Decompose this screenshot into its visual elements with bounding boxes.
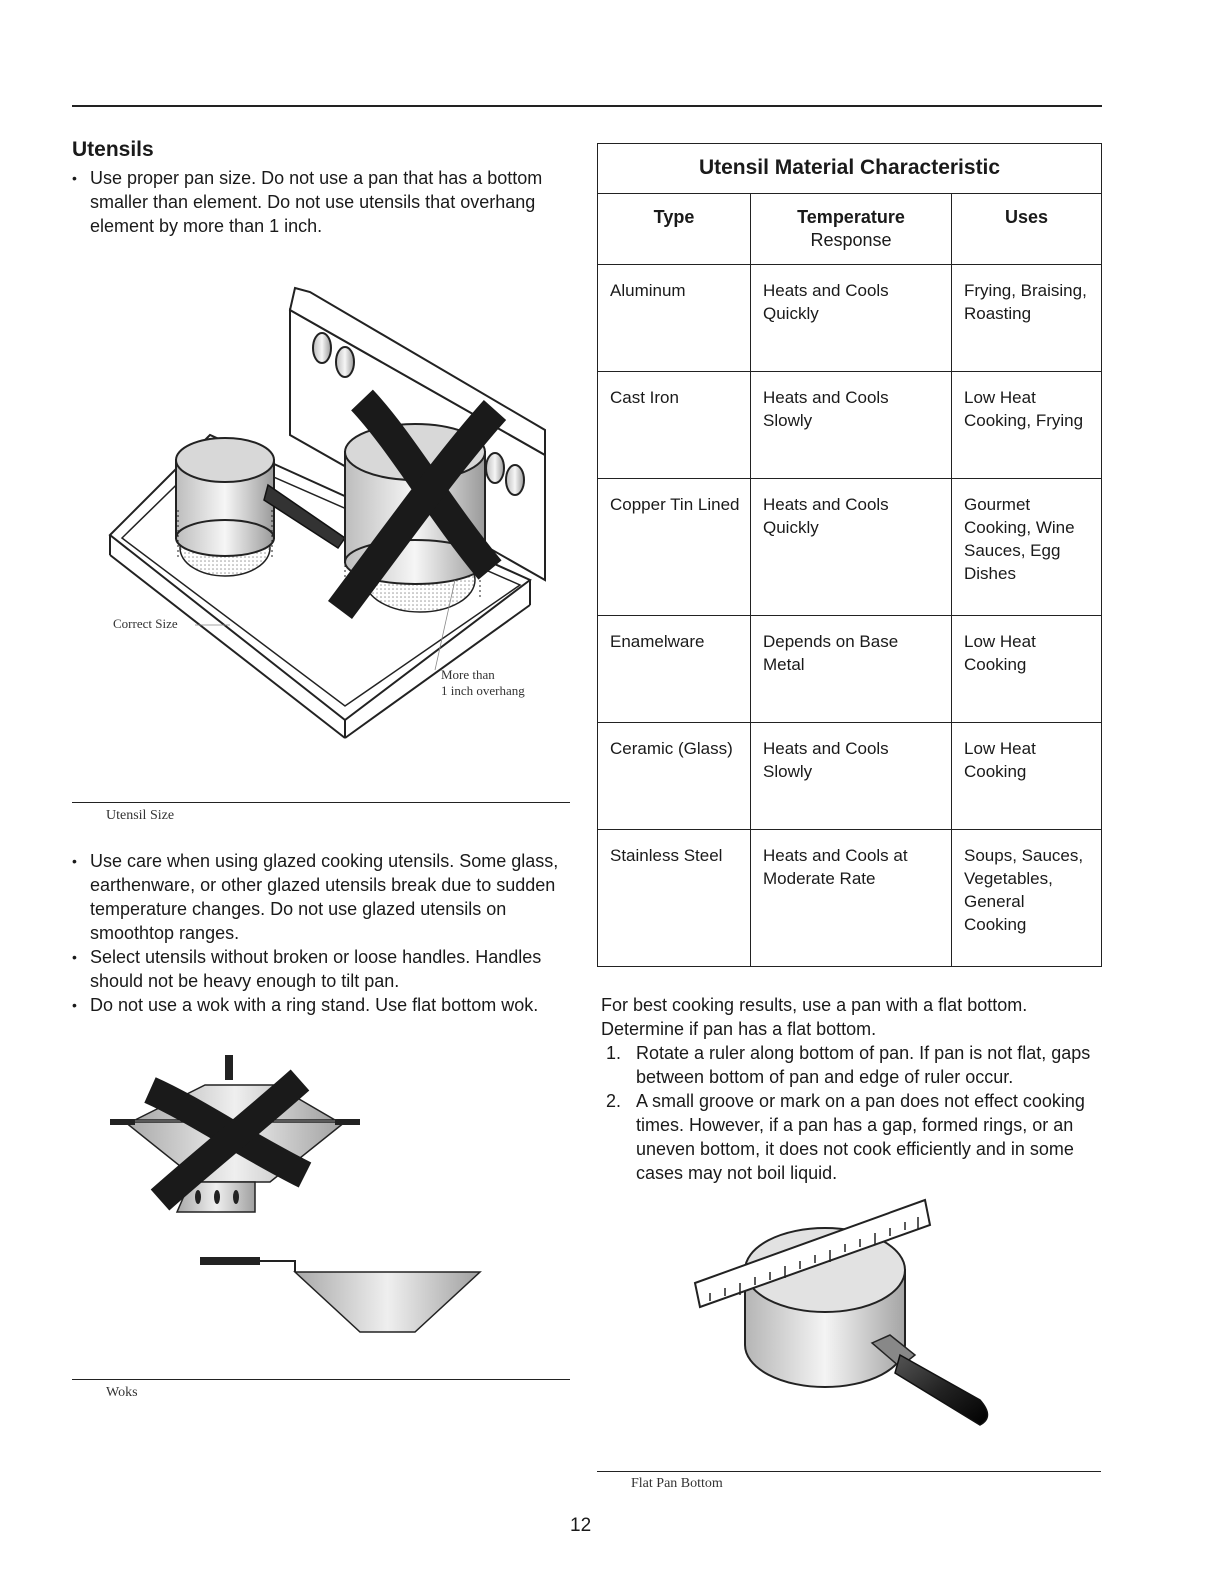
- flat-pan-bottom-illustration: [690, 1195, 1010, 1435]
- cell-uses: Soups, Sauces, Vegetables, General Cooking: [952, 830, 1102, 967]
- step-text: A small groove or mark on a pan does not effect cooking times. However, if a pan has a gap, formed rings, or an uneven bottom, it does not cook efficiently and in some cases may not boil liquid.: [636, 1091, 1085, 1183]
- flat-bottom-intro-2: Determine if pan has a flat bottom.: [601, 1019, 877, 1039]
- table-row: [598, 830, 1102, 967]
- bullet-item: • Do not use a wok with a ring stand. Use flat bottom wok.: [72, 993, 572, 1017]
- caption-rule-flat-pan: [597, 1471, 1101, 1472]
- step-text: Rotate a ruler along bottom of pan. If pan is not flat, gaps between bottom of pan and edge of ruler occur.: [636, 1043, 1091, 1087]
- section-heading: Utensils: [72, 138, 154, 161]
- cell-uses: Gourmet Cooking, Wine Sauces, Egg Dishes: [952, 479, 1102, 616]
- utensil-material-table: [597, 143, 1102, 967]
- woks-illustration: [105, 1050, 485, 1340]
- cell-type: Stainless Steel: [598, 830, 751, 967]
- caption-rule-utensil-size: [72, 802, 570, 803]
- cell-uses: Frying, Braising, Roasting: [952, 265, 1102, 372]
- header-temperature-main: Temperature: [797, 207, 905, 227]
- cell-uses: Low Heat Cooking: [952, 616, 1102, 723]
- label-overhang-line2: 1 inch overhang: [441, 683, 525, 698]
- table-row: [598, 723, 1102, 830]
- cell-temperature: Heats and Cools Quickly: [751, 265, 952, 372]
- caption-flat-pan: Flat Pan Bottom: [631, 1476, 723, 1491]
- cell-temperature: Heats and Cools Slowly: [751, 372, 952, 479]
- cell-temperature: Heats and Cools Quickly: [751, 479, 952, 616]
- header-temperature-sub: Response: [810, 230, 892, 250]
- step-number: 2.: [606, 1091, 622, 1111]
- caption-woks: Woks: [106, 1385, 138, 1400]
- table-row: [598, 265, 1102, 372]
- bullet-item: • Use care when using glazed cooking utensils. Some glass, earthenware, or other glazed utensils break due to sudden temperature changes. Do not use glazed utensils on smoothtop ranges.: [72, 849, 572, 945]
- cell-temperature: Heats and Cools at Moderate Rate: [751, 830, 952, 967]
- flat-bottom-steps: [601, 1041, 1101, 1185]
- top-rule: [72, 105, 1102, 107]
- page-number: 12: [570, 1515, 592, 1536]
- bullets-bottom: [72, 849, 572, 1017]
- cell-temperature: Heats and Cools Slowly: [751, 723, 952, 830]
- bullets-top: [72, 166, 572, 238]
- step-number: 1.: [606, 1043, 622, 1063]
- table-row: [598, 479, 1102, 616]
- header-temperature: [751, 194, 952, 265]
- table-row: [598, 372, 1102, 479]
- flat-bottom-intro-1: For best cooking results, use a pan with a flat bottom.: [601, 995, 1028, 1015]
- cell-uses: Low Heat Cooking, Frying: [952, 372, 1102, 479]
- table-title: Utensil Material Characteristic: [598, 144, 1102, 194]
- cell-type: Ceramic (Glass): [598, 723, 751, 830]
- header-uses: Uses: [952, 194, 1102, 265]
- cell-type: Aluminum: [598, 265, 751, 372]
- header-type: Type: [598, 194, 751, 265]
- label-correct-size: Correct Size: [113, 616, 178, 631]
- step-item: [601, 1041, 1101, 1089]
- cell-type: Copper Tin Lined: [598, 479, 751, 616]
- cell-uses: Low Heat Cooking: [952, 723, 1102, 830]
- caption-rule-woks: [72, 1379, 570, 1380]
- table-row: [598, 616, 1102, 723]
- label-overhang-line1: More than: [441, 667, 495, 682]
- caption-utensil-size: Utensil Size: [106, 808, 175, 823]
- step-item: [601, 1089, 1101, 1185]
- cell-type: Enamelware: [598, 616, 751, 723]
- cell-temperature: Depends on Base Metal: [751, 616, 952, 723]
- bullet-item: • Use proper pan size. Do not use a pan that has a bottom smaller than element. Do not use utensils that overhang element by more than 1 inch.: [72, 166, 572, 238]
- bullet-item: • Select utensils without broken or loose handles. Handles should not be heavy enough to tilt pan.: [72, 945, 572, 993]
- cell-type: Cast Iron: [598, 372, 751, 479]
